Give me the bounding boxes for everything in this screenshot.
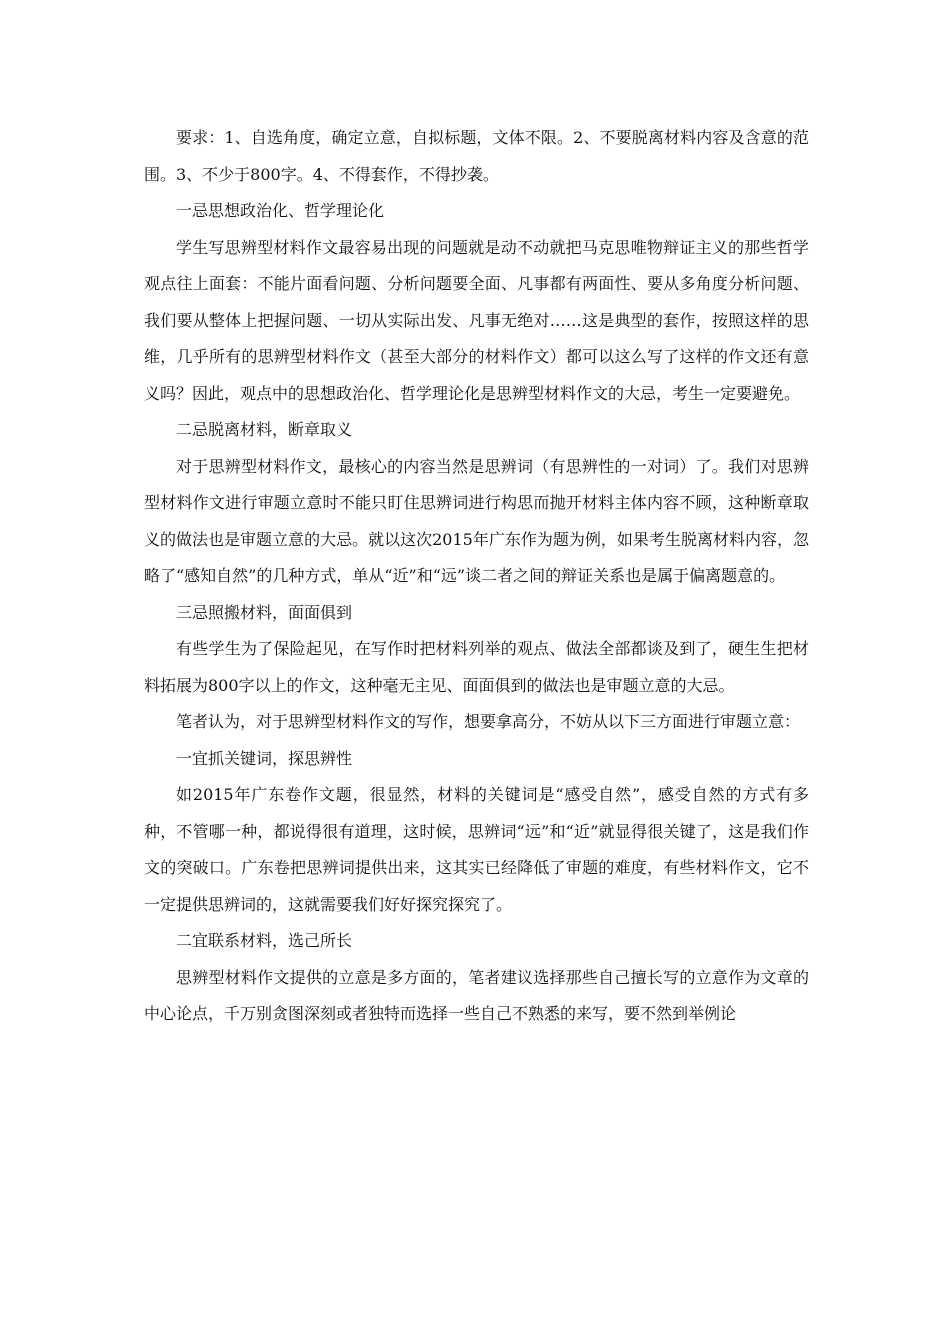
heading-advice-2: 二宜联系材料，选己所长: [176, 931, 353, 950]
body-paragraph: 学生写思辨型材料作文最容易出现的问题就是动不动就把马克思唯物辩证主义的那些哲学观点往上面套：不能片面看问题、分析问题要全面、凡事都有两面性、要从多角度分析问题、我们要从整体上把握问题、一切从实际出发、凡事无绝对……这是典型的套作，按照这样的思维，几乎所有的思辨型材料作文（甚至大部分的材料作文）都可以这么写了这样的作文还有意义吗？因此，观点中的思想政治化、哲学理论化是思辨型材料作文的大忌，考生一定要避免。: [144, 237, 809, 403]
body-paragraph: 对于思辨型材料作文，最核心的内容当然是思辨词（有思辨性的一对词）了。我们对思辨型材料作文进行审题立意时不能只盯住思辨词进行构思而抛开材料主体内容不顾，这种断章取义的做法也是审题立意的大忌。就以这次2015年广东作为题为例，如果考生脱离材料内容，忽略了“感知自然”的几种方式，单从“近”和“远”谈二者之间的辩证关系也是属于偏离题意的。: [144, 456, 809, 585]
body-paragraph: 思辨型材料作文提供的立意是多方面的，笔者建议选择那些自己擅长写的立意作为文章的中心论点，千万别贪图深刻或者独特而选择一些自己不熟悉的来写，要不然到举例论: [144, 967, 809, 1023]
requirements-paragraph: 要求：1、自选角度，确定立意，自拟标题，文体不限。2、不要脱离材料内容及含意的范围。3、不少于800字。4、不得套作，不得抄袭。: [144, 128, 809, 184]
document-body: [144, 120, 809, 1033]
heading-advice-1: 一宜抓关键词，探思辨性: [176, 748, 353, 768]
heading-taboo-1: 一忌思想政治化、哲学理论化: [176, 201, 385, 220]
heading-taboo-2: 二忌脱离材料，断章取义: [176, 420, 353, 439]
body-paragraph: 笔者认为，对于思辨型材料作文的写作，想要拿高分，不妨从以下三方面进行审题立意：: [176, 712, 801, 731]
body-paragraph: 有些学生为了保险起见，在写作时把材料列举的观点、做法全部都谈及到了，硬生生把材料拓展为800字以上的作文，这种毫无主见、面面俱到的做法也是审题立意的大忌。: [144, 639, 809, 695]
body-paragraph: 如2015年广东卷作文题，很显然，材料的关键词是“感受自然”，感受自然的方式有多种，不管哪一种，都说得很有道理，这时候，思辨词“远”和“近”就显得很关键了，这是我们作文的突破口。广东卷把思辨词提供出来，这其实已经降低了审题的难度，有些材料作文，它不一定提供思辨词的，这就需要我们好好探究探究了。: [144, 785, 809, 914]
heading-taboo-3: 三忌照搬材料，面面俱到: [176, 602, 353, 622]
